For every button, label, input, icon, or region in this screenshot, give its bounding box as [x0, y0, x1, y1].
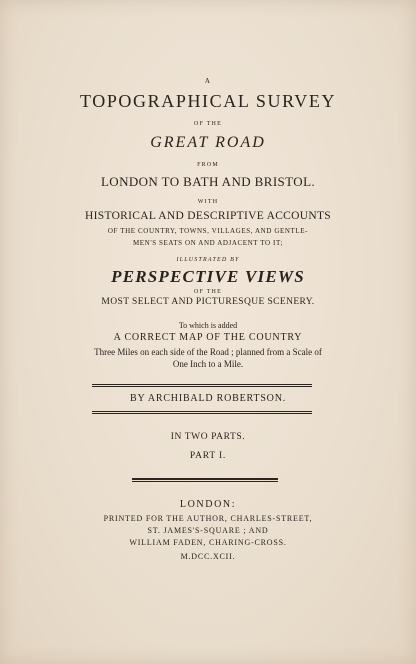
with-label: WITH — [197, 199, 219, 205]
in-two-parts: IN TWO PARTS. — [170, 432, 246, 442]
correct-map-heading: A CORRECT MAP OF THE COUNTRY — [113, 332, 303, 343]
one-inch-line: One Inch to a Mile. — [172, 359, 244, 369]
part-one: PART I. — [189, 451, 227, 461]
author-line: BY ARCHIBALD ROBERTSON. — [129, 393, 287, 404]
seats-line: MEN'S SEATS ON AND ADJACENT TO IT; — [132, 239, 283, 247]
to-which-added: To which is added — [178, 321, 238, 330]
great-road-heading: GREAT ROAD — [150, 134, 266, 151]
rule-above-author — [92, 384, 312, 387]
year-line: M.DCC.XCII. — [180, 552, 236, 561]
perspective-views-heading: PERSPECTIVE VIEWS — [111, 267, 305, 286]
rule-below-author — [92, 411, 312, 414]
main-title: TOPOGRAPHICAL SURVEY — [79, 91, 337, 111]
of-the-label-2: OF THE — [194, 289, 222, 295]
route-heading: LONDON TO BATH AND BRISTOL. — [100, 174, 316, 189]
historical-accounts: HISTORICAL AND DESCRIPTIVE ACCOUNTS — [85, 210, 331, 222]
scenery-line: MOST SELECT AND PICTURESQUE SCENERY. — [101, 297, 315, 307]
illustrated-by-label: ILLUSTRATED BY — [176, 257, 240, 263]
london-imprint: LONDON: — [179, 499, 237, 510]
william-faden-line: WILLIAM FADEN, CHARING-CROSS. — [129, 538, 287, 547]
printed-for-line: PRINTED FOR THE AUTHOR, CHARLES-STREET, — [103, 514, 313, 523]
article-a: A — [204, 77, 212, 85]
country-line: OF THE COUNTRY, TOWNS, VILLAGES, AND GENTLE- — [107, 227, 309, 235]
three-miles-line: Three Miles on each side of the Road ; planned from a Scale of — [94, 347, 322, 357]
from-label: FROM — [197, 162, 219, 168]
of-the-label-1: OF THE — [194, 121, 222, 127]
rule-above-imprint — [132, 478, 278, 482]
st-james-line: ST. JAMES'S-SQUARE ; AND — [147, 526, 269, 535]
